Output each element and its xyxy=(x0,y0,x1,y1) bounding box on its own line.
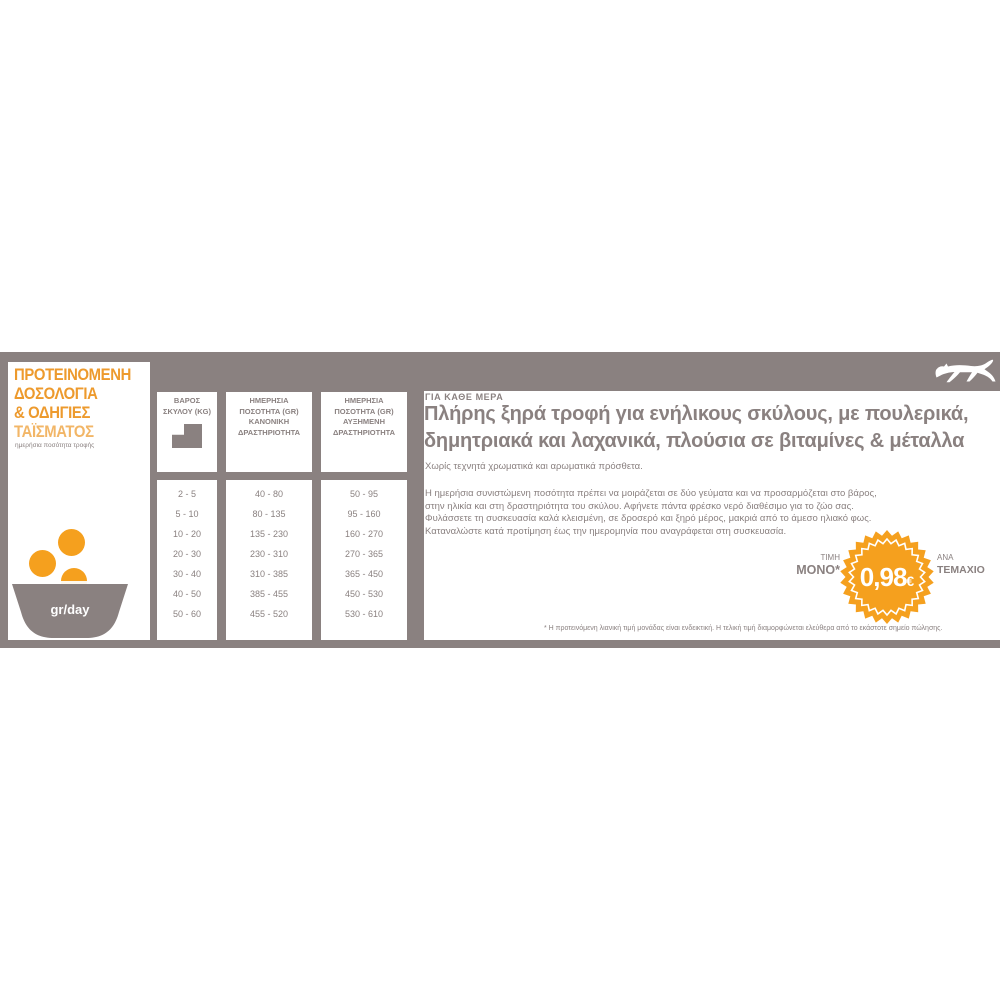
table-row: 450 - 530 xyxy=(344,589,384,599)
table-row: 40 - 80 xyxy=(254,489,284,499)
table-row: 40 - 50 xyxy=(172,589,202,599)
table-row: 530 - 610 xyxy=(344,609,384,619)
table-row: 135 - 230 xyxy=(249,529,289,539)
table-header-weight xyxy=(157,392,217,472)
rows xyxy=(157,480,217,624)
table-header-high-activity xyxy=(321,392,407,472)
header-line: ΚΑΝΟΝΙΚΗ xyxy=(248,417,290,426)
fine-print: * Η προτεινόμενη λιανική τιμή μονάδας είναι ενδεικτική. Η τελική τιμή διαμορφώνεται ελεύθερα από το εκάστοτε σημείο πώλησης. xyxy=(544,625,943,632)
price-currency: € xyxy=(906,572,915,589)
header-line: ΒΑΡΟΣ xyxy=(173,396,201,405)
dosage-title-line: ΤΑΪΣΜΑΤΟΣ xyxy=(14,423,94,441)
table-row: 270 - 365 xyxy=(344,549,384,559)
dosage-subtitle: ημερήσια ποσότητα τροφής xyxy=(15,442,95,449)
header-line: ΗΜΕΡΗΣΙΑ xyxy=(249,396,289,405)
price-caption-line: ΑΝΑ xyxy=(937,553,954,562)
table-row: 385 - 455 xyxy=(249,589,289,599)
table-col-weight xyxy=(157,480,217,640)
body-line: Φυλάσσετε τη συσκευασία καλά κλεισμένη, σε δροσερό και ξηρό μέρος, μακριά από το άμεσο ηλιακό φως. xyxy=(425,513,872,524)
table-row: 20 - 30 xyxy=(172,549,202,559)
bowl-unit-label: gr/day xyxy=(50,602,90,617)
header-line: ΣΚΥΛΟΥ (KG) xyxy=(163,406,211,416)
info-panel xyxy=(424,391,1000,640)
price-left-caption xyxy=(774,552,840,576)
kibble-icon xyxy=(58,529,85,556)
body-line: Καταναλώστε κατά προτίμηση έως την ημερομηνία που αναγράφεται στη συσκευασία. xyxy=(425,525,787,537)
header-lines xyxy=(226,392,312,438)
dosage-title-line: & ΟΔΗΓΙΕΣ xyxy=(14,404,91,422)
table-row: 160 - 270 xyxy=(344,529,384,539)
header-lines xyxy=(157,392,217,417)
table-row: 230 - 310 xyxy=(249,549,289,559)
header-lines xyxy=(321,392,407,438)
table-row: 95 - 160 xyxy=(347,509,381,519)
rows xyxy=(226,480,312,624)
table-row: 365 - 450 xyxy=(344,569,384,579)
header-line: ΗΜΕΡΗΣΙΑ xyxy=(344,396,384,405)
table-row: 310 - 385 xyxy=(249,569,289,579)
dosage-title-line: ΠΡΟΤΕΙΝΟΜΕΝΗ xyxy=(14,366,131,384)
dosage-panel xyxy=(8,362,150,640)
table-row: 455 - 520 xyxy=(249,609,289,619)
header-line: ΑΥΞΗΜΕΝΗ xyxy=(342,417,386,426)
price-caption-line: ΤΕΜΑΧΙΟ xyxy=(937,564,985,576)
kibble-icon xyxy=(29,550,56,577)
header-line: ΔΡΑΣΤΗΡΙΟΤΗΤΑ xyxy=(237,427,301,437)
dosage-title xyxy=(14,366,149,442)
table-row: 10 - 20 xyxy=(172,529,202,539)
table-col-high-activity xyxy=(321,480,407,640)
table-row: 5 - 10 xyxy=(175,509,199,519)
table-col-normal-activity xyxy=(226,480,312,640)
heading-line-2: δημητριακά και λαχανικά, πλούσια σε βιταμίνες & μέταλλα xyxy=(424,430,965,452)
price-caption-line: ΤΙΜΗ xyxy=(820,553,840,562)
table-header-normal-activity xyxy=(226,392,312,472)
price-badge xyxy=(839,529,935,625)
table-row: 80 - 135 xyxy=(252,509,286,519)
price-value: 0,98 xyxy=(859,561,907,592)
header-line: ΠΟΣΟΤΗΤΑ (GR) xyxy=(239,406,299,416)
rows xyxy=(321,480,407,624)
table-row: 50 - 95 xyxy=(349,489,379,499)
dosage-title-line: ΔΟΣΟΛΟΓΙΑ xyxy=(14,385,98,403)
scoop-icon xyxy=(172,424,202,448)
price-right-caption xyxy=(937,552,999,576)
subheading: Χωρίς τεχνητά χρωματικά και αρωματικά πρόσθετα. xyxy=(425,461,643,472)
running-dog-icon xyxy=(934,359,996,384)
price-text xyxy=(839,529,935,625)
header-line: ΠΟΣΟΤΗΤΑ (GR) xyxy=(334,406,394,416)
table-row: 50 - 60 xyxy=(172,609,202,619)
heading-line-1: Πλήρης ξηρά τροφή για ενήλικους σκύλους, με πουλερικά, xyxy=(424,403,969,425)
price-caption-line: ΜΟΝΟ* xyxy=(796,563,840,577)
header-line: ΔΡΑΣΤΗΡΙΟΤΗΤΑ xyxy=(332,427,396,437)
kicker-text: ΓΙΑ ΚΑΘΕ ΜΕΡΑ xyxy=(425,392,504,402)
table-row: 2 - 5 xyxy=(177,489,196,499)
body-line: Η ημερήσια συνιστώμενη ποσότητα πρέπει να μοιράζεται σε δύο γεύματα και να προσαρμόζεται στο βάρος, xyxy=(425,488,877,499)
body-line: στην ηλικία και στη δραστηριότητα του σκύλου. Αφήνετε πάντα φρέσκο νερό διαθέσιμο για το ζώο σας. xyxy=(425,500,854,512)
table-row: 30 - 40 xyxy=(172,569,202,579)
